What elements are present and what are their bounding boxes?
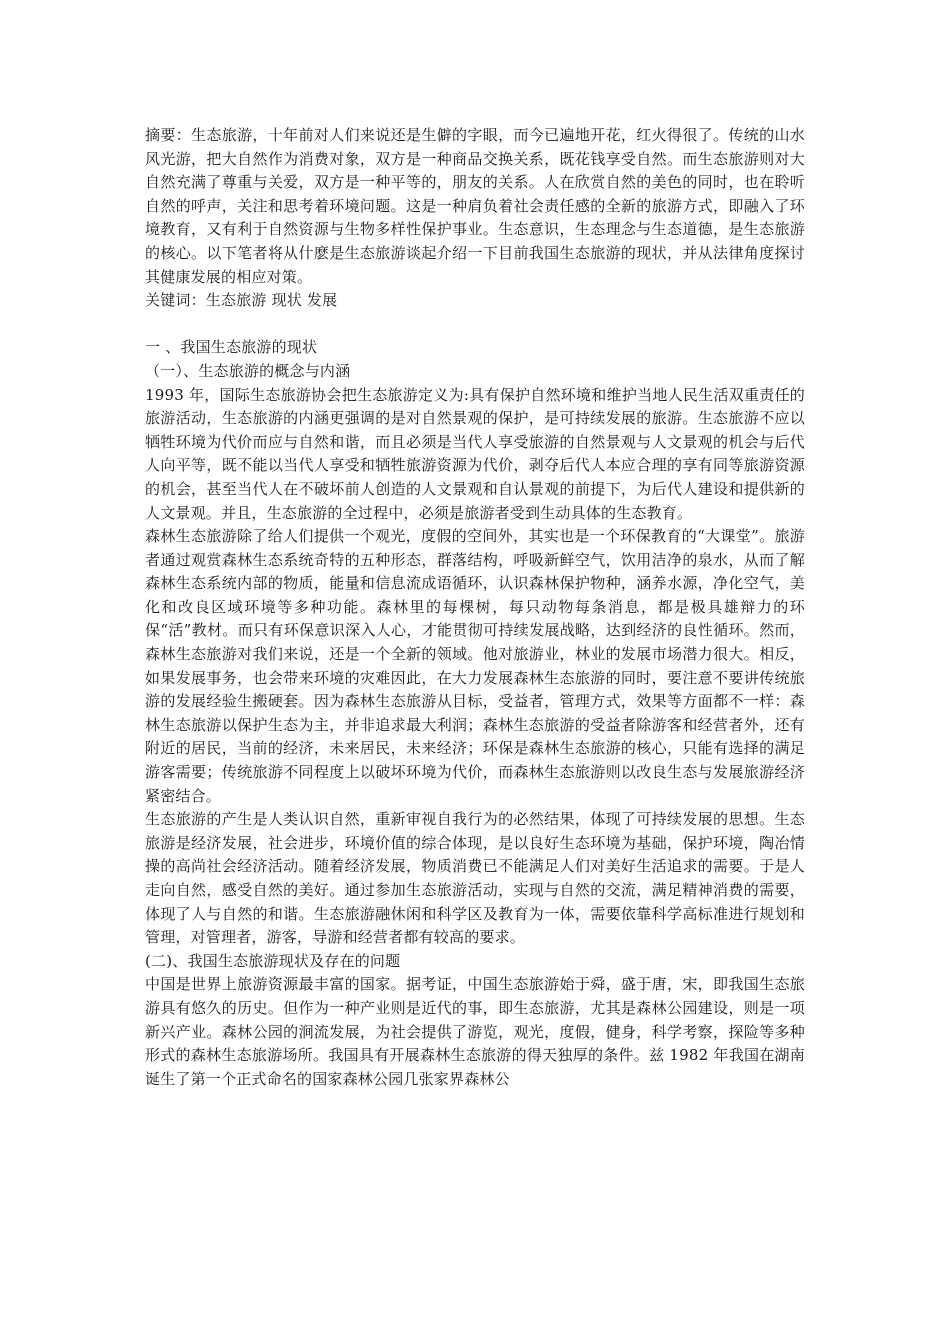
subsection-2-heading: (二)、我国生态旅游现状及存在的问题 bbox=[145, 951, 401, 970]
abstract-paragraph: 摘要：生态旅游，十年前对人们来说还是生僻的字眼，而今已遍地开花，红火得很了。传统的山水风光游，把大自然作为消费对象，双方是一种商品交换关系，既花钱享受自然。而生态旅游则对大自然充满了尊重与关爱，双方是一种平等的，朋友的关系。人在欣赏自然的美色的同时，也在聆听自然的呼声，关注和思考着环境问题。这是一种肩负着社会责任感的全新的旅游方式，即融入了环境教育，又有利于自然资源与生物多样性保护事业。生态意识，生态理念与生态道德，是生态旅游的核心。以下笔者将从什麽是生态旅游谈起介绍一下目前我国生态旅游的现状，并从法律角度探讨其健康发展的相应对策。 bbox=[145, 126, 805, 286]
document-page bbox=[145, 124, 805, 1091]
keywords-line: 关键词：生态旅游 现状 发展 bbox=[145, 291, 338, 310]
body-paragraph-1: 1993 年，国际生态旅游协会把生态旅游定义为:具有保护自然环境和维护当地人民生活双重责任的旅游活动，生态旅游的内涵更强调的是对自然景观的保护，是可持续发展的旅游。生态旅游不应以牺牲环境为代价而应与自然和谐，而且必须是当代人享受旅游的自然景观与人文景观的机会与后代人向平等，既不能以当代人享受和牺牲旅游资源为代价，剥夺后代人本应合理的享有同等旅游资源的机会，甚至当代人在不破坏前人创造的人文景观和自认景观的前提下，为后代人建设和提供新的人文景观。并且，生态旅游的全过程中，必须是旅游者受到生动具体的生态教育。 bbox=[145, 385, 805, 522]
body-paragraph-3: 生态旅游的产生是人类认识自然，重新审视自我行为的必然结果，体现了可持续发展的思想。生态旅游是经济发展，社会进步，环境价值的综合体现，是以良好生态环境为基础，保护环境，陶冶情操的高尚社会经济活动。随着经济发展，物质消费已不能满足人们对美好生活追求的需要。于是人走向自然，感受自然的美好。通过参加生态旅游活动，实现与自然的交流，满足精神消费的需要，体现了人与自然的和谐。生态旅游融休闲和科学区及教育为一体，需要依靠科学高标准进行规划和管理，对管理者，游客，导游和经营者都有较高的要求。 bbox=[145, 810, 805, 947]
body-paragraph-4: 中国是世界上旅游资源最丰富的国家。据考证，中国生态旅游始于舜，盛于唐，宋，即我国生态旅游具有悠久的历史。但作为一种产业则是近代的事，即生态旅游，尤其是森林公园建设，则是一项新兴产业。森林公园的涧流发展，为社会提供了游览，观光，度假，健身，科学考察，探险等多种形式的森林生态旅游场所。我国具有开展森林生态旅游的得天独厚的条件。兹 1982 年我国在湖南诞生了第一个正式命名的国家森林公园几张家界森林公 bbox=[145, 975, 805, 1088]
body-paragraph-2: 森林生态旅游除了给人们提供一个观光，度假的空间外，其实也是一个环保教育的“大课堂”。旅游者通过观赏森林生态系统奇特的五种形态，群落结构，呼吸新鲜空气，饮用洁净的泉水，从而了解森林生态系统内部的物质，能量和信息流成语循环，认识森林保护物种，涵养水源，净化空气，美化和改良区域环境等多种功能。森林里的每棵树，每只动物每条消息，都是极具雄辩力的环保“活”教材。而只有环保意识深入人心，才能贯彻可持续发展战略，达到经济的良性循环。然而，森林生态旅游对我们来说，还是一个全新的领域。他对旅游业，林业的发展市场潜力很大。相反，如果发展事务，也会带来环境的灾难因此，在大力发展森林生态旅游的同时，要注意不要讲传统旅游的发展经验生搬硬套。因为森林生态旅游从目标，受益者，管理方式，效果等方面都不一样：森林生态旅游以保护生态为主，并非追求最大利润；森林生态旅游的受益者除游客和经营者外，还有附近的居民，当前的经济，未来居民，未来经济；环保是森林生态旅游的核心，只能有选择的满足游客需要；传统旅游不同程度上以破坏环境为代价，而森林生态旅游则以改良生态与发展旅游经济紧密结合。 bbox=[145, 527, 805, 805]
blank-line bbox=[145, 313, 805, 337]
section-1-heading: 一 、我国生态旅游的现状 bbox=[145, 338, 318, 357]
subsection-1-heading: （一）、生态旅游的概念与内涵 bbox=[145, 361, 351, 380]
